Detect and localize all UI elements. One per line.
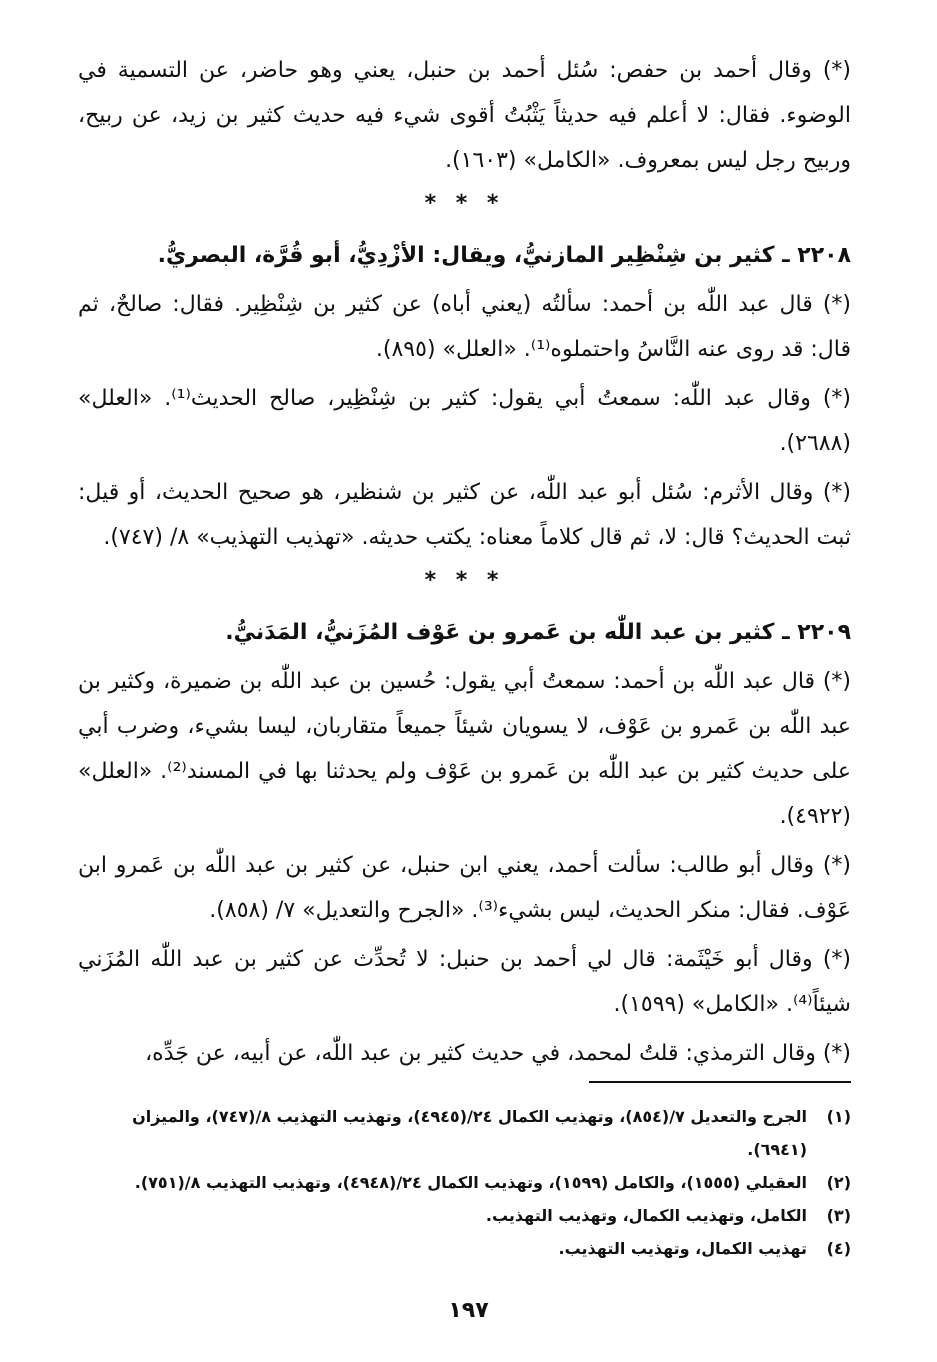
footnote-number: (٣) [826, 1206, 851, 1225]
paragraph: (*) وقال عبد اللّٰه: سمعتُ أبي يقول: كثير بن شِنْظِير، صالح الحديث⁽¹⁾. «العلل» (٢٦٨٨). [78, 386, 851, 456]
footnote-text: الجرح والتعديل ٧/(٨٥٤)، وتهذيب الكمال ٢٤/(٤٩٤٥)، وتهذيب التهذيب ٨/(٧٤٧)، والميزان (٦٩٤١). [132, 1107, 807, 1159]
paragraph: (*) وقال الأثرم: سُئل أبو عبد اللّٰه، عن كثير بن شنظير، هو صحيح الحديث، أو قيل: ثبت الحديث؟ قال: لا، ثم قال كلاماً معناه: يكتب حديثه. «تهذيب التهذيب» ٨/ (٧٤٧). [78, 480, 851, 550]
footnote-text: تهذيب الكمال، وتهذيب التهذيب. [558, 1239, 807, 1258]
footnote [78, 1199, 851, 1232]
paragraph: (*) وقال الترمذي: قلتُ لمحمد، في حديث كثير بن عبد اللّٰه، عن أبيه، عن جَدِّه، [145, 1041, 851, 1066]
entry-title-2209: ٢٢٠٩ ـ كثير بن عبد اللّٰه بن عَمرو بن عَوْف المُزَنيُّ، المَدَنيُّ. [225, 620, 851, 645]
page-number: ١٩٧ [448, 1298, 489, 1323]
footnote-number: (٤) [826, 1239, 851, 1258]
footnote-number: (٢) [826, 1173, 851, 1192]
paragraph: (*) وقال أحمد بن حفص: سُئل أحمد بن حنبل، يعني وهو حاضر، عن التسمية في الوضوء. فقال: لا أعلم فيه حديثاً يَثْبُتُ أقوى شيء فيه حديث كثير بن زيد، عن ربيح، وربيح رجل ليس بمعروف. «الكامل» (١٦٠٣). [78, 58, 851, 173]
section-separator: * * * [424, 568, 505, 593]
footnotes [78, 1100, 851, 1265]
footnote [78, 1232, 851, 1265]
paragraph: (*) قال عبد اللّٰه بن أحمد: سألتُه (يعني أباه) عن كثير بن شِنْظِير. فقال: صالحٌ، ثم قال: قد روى عنه النَّاسُ واحتملوه⁽¹⁾. «العلل» (٨٩٥). [78, 292, 851, 362]
footnote-number: (١) [826, 1107, 851, 1126]
footnote-divider [589, 1081, 851, 1083]
page-body [78, 48, 851, 1080]
entry-title-2208: ٢٢٠٨ ـ كثير بن شِنْظِير المازنيُّ، ويقال: الأزْدِيُّ، أبو قُرَّة، البصريُّ. [157, 243, 851, 268]
paragraph: (*) وقال أبو خَيْثَمة: قال لي أحمد بن حنبل: لا تُحدِّث عن كثير بن عبد اللّٰه المُزَني شيئاً⁽⁴⁾. «الكامل» (١٥٩٩). [78, 947, 851, 1017]
paragraph: (*) وقال أبو طالب: سألت أحمد، يعني ابن حنبل، عن كثير بن عبد اللّٰه بن عَمرو ابن عَوْف. فقال: منكر الحديث، ليس بشيء⁽³⁾. «الجرح والتعديل» ٧/ (٨٥٨). [78, 853, 851, 923]
section-separator: * * * [424, 191, 505, 216]
footnote-text: العقيلي (١٥٥٥)، والكامل (١٥٩٩)، وتهذيب الكمال ٢٤/(٤٩٤٨)، وتهذيب التهذيب ٨/(٧٥١). [134, 1173, 807, 1192]
footnote [78, 1166, 851, 1199]
footnote [78, 1100, 851, 1166]
footnote-text: الكامل، وتهذيب الكمال، وتهذيب التهذيب. [485, 1206, 807, 1225]
paragraph: (*) قال عبد اللّٰه بن أحمد: سمعتُ أبي يقول: حُسين بن عبد اللّٰه بن ضميرة، وكثير بن عبد اللّٰه بن عَمرو بن عَوْف، لا يسويان شيئاً جميعاً متقاربان، ليسا بشيء، وضرب أبي على حديث كثير بن عبد اللّٰه بن عَمرو بن عَوْف ولم يحدثنا بها في المسند⁽²⁾. «العلل» (٤٩٢٢). [78, 669, 852, 829]
